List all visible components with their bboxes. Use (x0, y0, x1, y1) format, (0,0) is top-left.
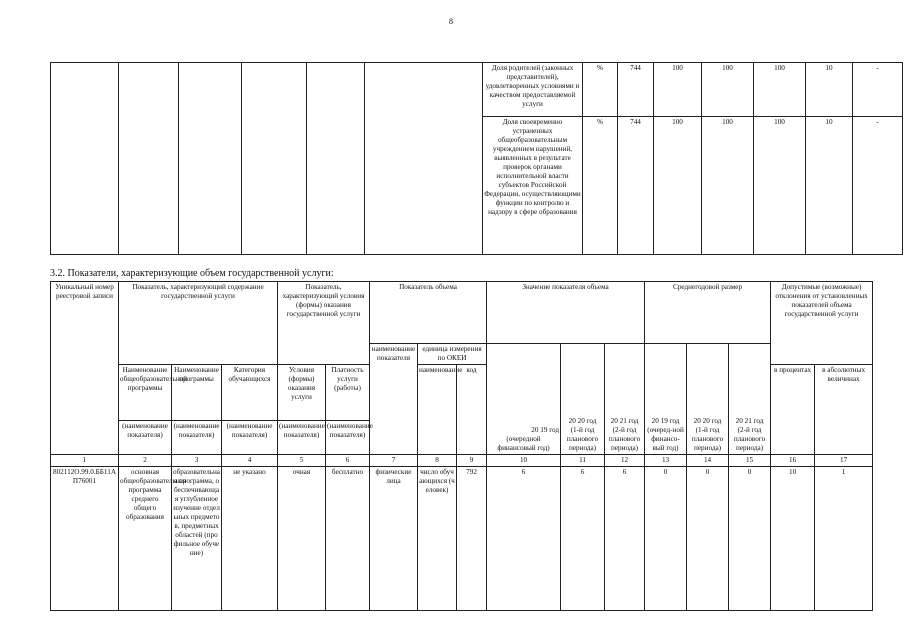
col-num: 3 (172, 455, 222, 467)
header-deviation-percent: в процентах (771, 365, 815, 455)
avg-year2-label: 20 20 год (693, 417, 722, 425)
avg-year2-sub: (1-й год планового периода) (691, 426, 724, 452)
year3-label: 20 21 год (610, 417, 639, 425)
value-year1: 6 (487, 467, 561, 611)
header-content-category: Категория обучающихся (222, 365, 278, 421)
okei-code: 744 (618, 117, 654, 255)
header-year1 (487, 344, 561, 455)
year1-label: 20 19 год (531, 426, 560, 434)
value-year3: 100 (754, 117, 806, 255)
sub-name-2: (наименование показателя) (172, 421, 222, 455)
header-avg-size: Среднегодовой размер (645, 282, 771, 344)
page-number: 8 (449, 17, 453, 26)
col-num: 10 (487, 455, 561, 467)
header-content-program: Наименование общеобразовательной программы (119, 365, 172, 421)
value-year1: 100 (654, 63, 702, 117)
avg-year3-label: 20 21 год (735, 417, 764, 425)
header-deviation-absolute: в абсолютных величинах (815, 365, 873, 455)
value-year3: 100 (754, 63, 806, 117)
avg-year3-sub: (2-й год планового периода) (733, 426, 766, 452)
table-row (51, 63, 903, 117)
value-year2: 100 (702, 117, 754, 255)
indicator-name: Доля родителей (законных представителей), удовлетворенных условиями и качеством предоставляемой услуги (483, 63, 583, 117)
category: не указано (222, 467, 278, 611)
header-year2 (561, 344, 605, 455)
value-year2: 100 (702, 63, 754, 117)
header-conditions: Показатель, характеризующий условия (формы) оказания государственной услуги (278, 282, 370, 365)
col-num: 2 (119, 455, 172, 467)
header-deviation: Допустимые (возможные) отклонения от установленных показателей объема государственной услуги (771, 282, 873, 365)
col-num: 1 (51, 455, 119, 467)
avg-year3: 0 (729, 467, 771, 611)
payment: бесплатно (326, 467, 370, 611)
col-num: 14 (687, 455, 729, 467)
program-name: образовательная программа, обеспечивающая углубленное изучение отдельных предметов, предметных областей (профильное обучение) (172, 467, 222, 611)
sub-name-4: (наименование показателя) (278, 421, 326, 455)
col-num: 7 (370, 455, 418, 467)
col-num: 13 (645, 455, 687, 467)
col-num: 12 (605, 455, 645, 467)
header-volume-unit: единица измерения по ОКЕИ (418, 344, 487, 365)
col-num: 17 (815, 455, 873, 467)
header-content-program-name: Наименование программы (172, 365, 222, 421)
program: основная общеобразовательная программа среднего общего образования (119, 467, 172, 611)
deviation-absolute: - (853, 63, 903, 117)
okei-code: 744 (618, 63, 654, 117)
unit: % (583, 63, 618, 117)
quality-indicators-table-continued (50, 62, 903, 255)
unit-code: 792 (457, 467, 487, 611)
col-num: 8 (418, 455, 457, 467)
header-conditions-pay: Платность услуги (работы) (326, 365, 370, 421)
avg-year1-label: 20 19 год (651, 417, 680, 425)
header-avg-year2 (687, 344, 729, 455)
unit: % (583, 117, 618, 255)
form: очная (278, 467, 326, 611)
unit-name: число обучающихся (человек) (418, 467, 457, 611)
indicator-name: Доля своевременно устраненных общеобразовательным учреждением нарушений, выявленных в результате проверок органами исполнительной власти субъектов Российской Федерации, осуществляющими функции по контролю и надзору в сфере образования (483, 117, 583, 255)
col-num: 16 (771, 455, 815, 467)
col-num: 9 (457, 455, 487, 467)
avg-year1-sub: (очеред-ной финансо-вый год) (647, 426, 684, 452)
header-volume: Показатель объема (370, 282, 487, 344)
header-conditions-form: Условия (формы) оказания услуги (278, 365, 326, 421)
value-year1: 100 (654, 117, 702, 255)
deviation-percent: 10 (806, 63, 853, 117)
col-num: 4 (222, 455, 278, 467)
header-volume-indicator-name: наименование показателя (370, 344, 418, 455)
header-content: Показатель, характеризующий содержание государственной услуги (119, 282, 278, 365)
col-num: 11 (561, 455, 605, 467)
section-title: 3.2. Показатели, характеризующие объем государственной услуги: (50, 268, 334, 279)
year2-sub: (1-й год планового периода) (566, 426, 599, 452)
deviation-percent: 10 (771, 467, 815, 611)
col-num: 6 (326, 455, 370, 467)
sub-name-5: (наименование показателя) (326, 421, 370, 455)
header-value: Значение показателя объема (487, 282, 645, 344)
col-num: 15 (729, 455, 771, 467)
volume-indicator: физические лица (370, 467, 418, 611)
header-unique-number: Уникальный номер реестровой записи (51, 282, 119, 455)
header-avg-year3 (729, 344, 771, 455)
deviation-absolute: 1 (815, 467, 873, 611)
column-numbers-row (51, 455, 873, 467)
table-row (51, 467, 873, 611)
registry-number: 802112О.99.0.ББ11АП76001 (51, 467, 119, 611)
sub-name-3: (наименование показателя) (222, 421, 278, 455)
deviation-percent: 10 (806, 117, 853, 255)
col-num: 5 (278, 455, 326, 467)
header-unit-name: наименование (418, 365, 457, 455)
volume-indicators-table (50, 281, 873, 611)
year1-sub: (очередной финансовый год) (497, 435, 550, 452)
year2-label: 20 20 год (568, 417, 597, 425)
value-year2: 6 (561, 467, 605, 611)
deviation-absolute: - (853, 117, 903, 255)
header-year3 (605, 344, 645, 455)
year3-sub: (2-й год планового периода) (608, 426, 641, 452)
avg-year1: 0 (645, 467, 687, 611)
avg-year2: 0 (687, 467, 729, 611)
header-unit-code: код (457, 365, 487, 455)
header-avg-year1 (645, 344, 687, 455)
value-year3: 6 (605, 467, 645, 611)
sub-name-1: (наименование показателя) (119, 421, 172, 455)
